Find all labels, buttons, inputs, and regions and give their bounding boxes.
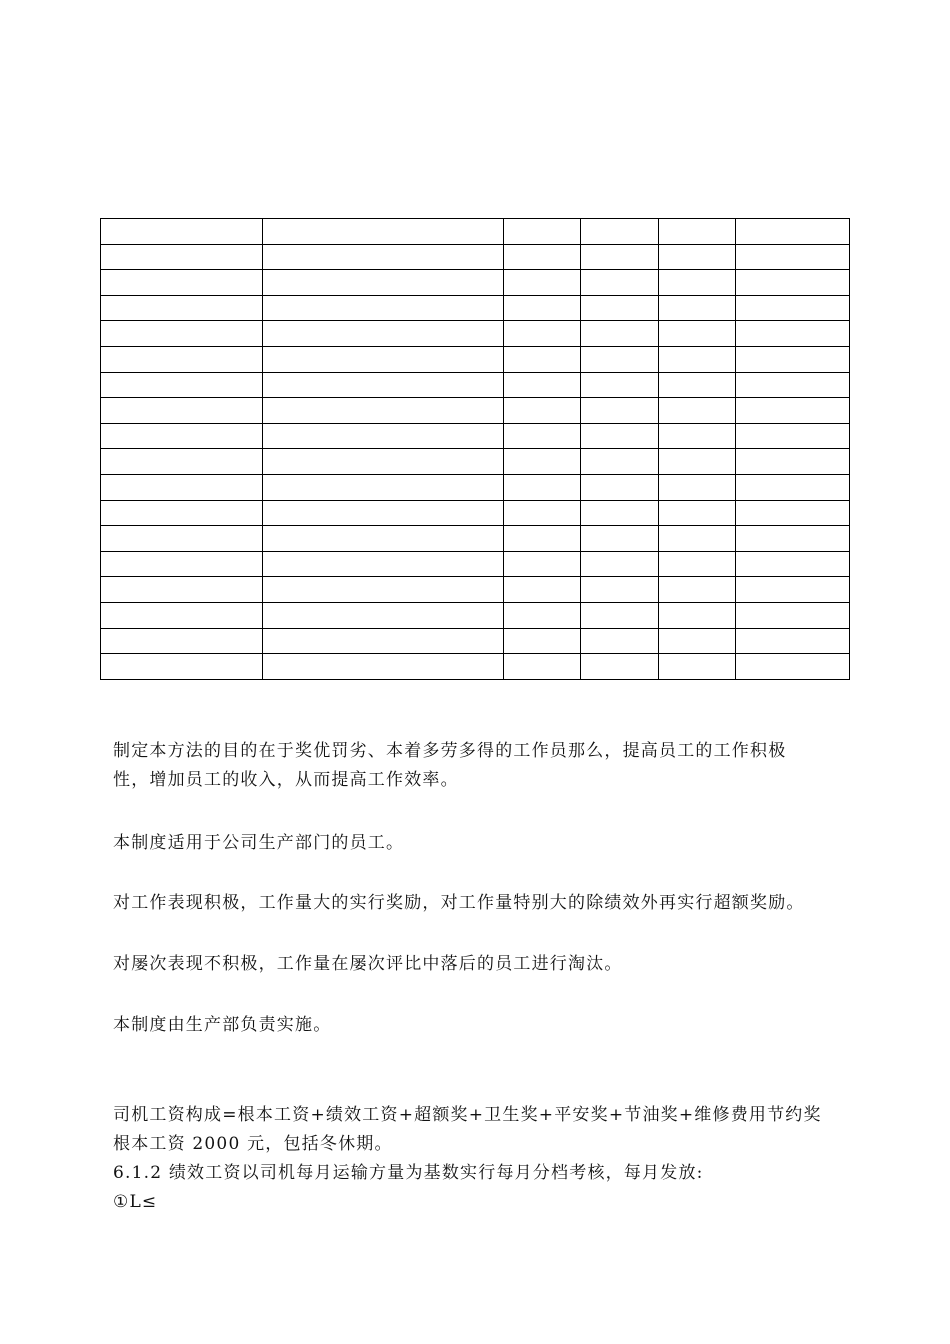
table-cell	[581, 346, 659, 372]
table-cell	[736, 295, 850, 321]
table-cell	[504, 372, 581, 398]
table-cell	[263, 449, 504, 475]
table-cell	[504, 628, 581, 654]
table-row	[101, 500, 850, 526]
table-cell	[659, 372, 736, 398]
table-row	[101, 270, 850, 296]
table-row	[101, 526, 850, 552]
driver-salary-composition: 司机工资构成=根本工资+绩效工资+超额奖+卫生奖+平安奖+节油奖+维修费用节约奖	[113, 1105, 822, 1125]
table-cell	[736, 474, 850, 500]
table-row	[101, 577, 850, 603]
table-cell	[504, 577, 581, 603]
table-cell	[101, 321, 263, 347]
table-cell	[504, 219, 581, 245]
table-cell	[101, 449, 263, 475]
table-row	[101, 654, 850, 680]
table-cell	[504, 449, 581, 475]
table-cell	[581, 526, 659, 552]
table-cell	[263, 295, 504, 321]
table-cell	[504, 321, 581, 347]
table-cell	[101, 551, 263, 577]
table-cell	[581, 474, 659, 500]
table-cell	[101, 423, 263, 449]
table-cell	[581, 551, 659, 577]
table-row	[101, 449, 850, 475]
table-cell	[263, 628, 504, 654]
table-cell	[736, 577, 850, 603]
table-cell	[659, 295, 736, 321]
responsibility-paragraph: 本制度由生产部负责实施。	[113, 1015, 332, 1035]
table-cell	[736, 346, 850, 372]
table-cell	[659, 526, 736, 552]
table-cell	[736, 500, 850, 526]
table-cell	[581, 500, 659, 526]
table-cell	[101, 526, 263, 552]
table-cell	[504, 270, 581, 296]
table-cell	[263, 423, 504, 449]
table-cell	[659, 398, 736, 424]
table-cell	[736, 398, 850, 424]
table-cell	[581, 295, 659, 321]
table-cell	[504, 551, 581, 577]
table-cell	[659, 449, 736, 475]
table-cell	[736, 244, 850, 270]
table-cell	[101, 270, 263, 296]
table-cell	[263, 577, 504, 603]
table-cell	[736, 321, 850, 347]
tier-item-1: ①L≤	[113, 1192, 158, 1212]
table-cell	[581, 423, 659, 449]
table-row	[101, 219, 850, 245]
table-cell	[581, 654, 659, 680]
table-cell	[263, 474, 504, 500]
table-cell	[263, 654, 504, 680]
purpose-line-2: 性，增加员工的收入，从而提高工作效率。	[113, 770, 459, 790]
table-row	[101, 551, 850, 577]
table-cell	[101, 372, 263, 398]
table-cell	[504, 500, 581, 526]
table-cell	[504, 346, 581, 372]
table-cell	[581, 628, 659, 654]
table-cell	[659, 270, 736, 296]
table-cell	[736, 423, 850, 449]
table-cell	[581, 577, 659, 603]
table-cell	[504, 295, 581, 321]
table-cell	[101, 219, 263, 245]
table-cell	[101, 628, 263, 654]
table-cell	[263, 244, 504, 270]
table-cell	[504, 602, 581, 628]
table-cell	[736, 372, 850, 398]
table-cell	[101, 346, 263, 372]
table-row	[101, 398, 850, 424]
table-cell	[581, 244, 659, 270]
table-cell	[263, 602, 504, 628]
table-cell	[263, 398, 504, 424]
table-cell	[659, 346, 736, 372]
base-salary-line: 根本工资 2000 元，包括冬休期。	[113, 1134, 393, 1154]
table-row	[101, 628, 850, 654]
table-row	[101, 474, 850, 500]
table-cell	[736, 270, 850, 296]
scope-paragraph: 本制度适用于公司生产部门的员工。	[113, 833, 405, 853]
table-row	[101, 321, 850, 347]
table-cell	[263, 321, 504, 347]
table-cell	[101, 500, 263, 526]
table-cell	[659, 500, 736, 526]
purpose-line-1: 制定本方法的目的在于奖优罚劣、本着多劳多得的工作员那么，提高员工的工作积极	[113, 741, 787, 761]
table-cell	[736, 628, 850, 654]
table-cell	[263, 219, 504, 245]
table-cell	[659, 423, 736, 449]
table-cell	[581, 372, 659, 398]
table-cell	[101, 244, 263, 270]
table-cell	[581, 270, 659, 296]
table-cell	[263, 346, 504, 372]
table-cell	[504, 526, 581, 552]
table-cell	[736, 219, 850, 245]
table-cell	[101, 602, 263, 628]
table-cell	[504, 474, 581, 500]
table-cell	[504, 654, 581, 680]
table-cell	[263, 270, 504, 296]
table-row	[101, 423, 850, 449]
table-cell	[659, 551, 736, 577]
table-row	[101, 372, 850, 398]
table-cell	[736, 551, 850, 577]
table-cell	[659, 654, 736, 680]
table-cell	[263, 372, 504, 398]
table-cell	[263, 500, 504, 526]
table-cell	[263, 551, 504, 577]
table-row	[101, 295, 850, 321]
table-cell	[659, 628, 736, 654]
table-cell	[581, 398, 659, 424]
table-row	[101, 602, 850, 628]
table-body	[101, 219, 850, 680]
table-cell	[101, 577, 263, 603]
table-cell	[101, 398, 263, 424]
table-cell	[101, 295, 263, 321]
elimination-paragraph: 对屡次表现不积极，工作量在屡次评比中落后的员工进行淘汰。	[113, 954, 623, 974]
table-cell	[504, 244, 581, 270]
table-cell	[581, 321, 659, 347]
table-cell	[736, 602, 850, 628]
table-cell	[101, 654, 263, 680]
table-cell	[263, 526, 504, 552]
table-cell	[581, 219, 659, 245]
table-cell	[659, 244, 736, 270]
table-cell	[504, 423, 581, 449]
table-cell	[101, 474, 263, 500]
reward-paragraph: 对工作表现积极，工作量大的实行奖励，对工作量特别大的除绩效外再实行超额奖励。	[113, 893, 805, 913]
table-cell	[659, 321, 736, 347]
table-cell	[736, 654, 850, 680]
performance-salary-line: 6.1.2 绩效工资以司机每月运输方量为基数实行每月分档考核，每月发放:	[113, 1163, 704, 1183]
table-row	[101, 346, 850, 372]
empty-table	[100, 218, 850, 680]
table-cell	[736, 449, 850, 475]
table-cell	[581, 602, 659, 628]
table-row	[101, 244, 850, 270]
table-cell	[659, 474, 736, 500]
table-cell	[659, 577, 736, 603]
table-cell	[581, 449, 659, 475]
table-cell	[504, 398, 581, 424]
table-cell	[659, 219, 736, 245]
table-cell	[659, 602, 736, 628]
table-cell	[736, 526, 850, 552]
